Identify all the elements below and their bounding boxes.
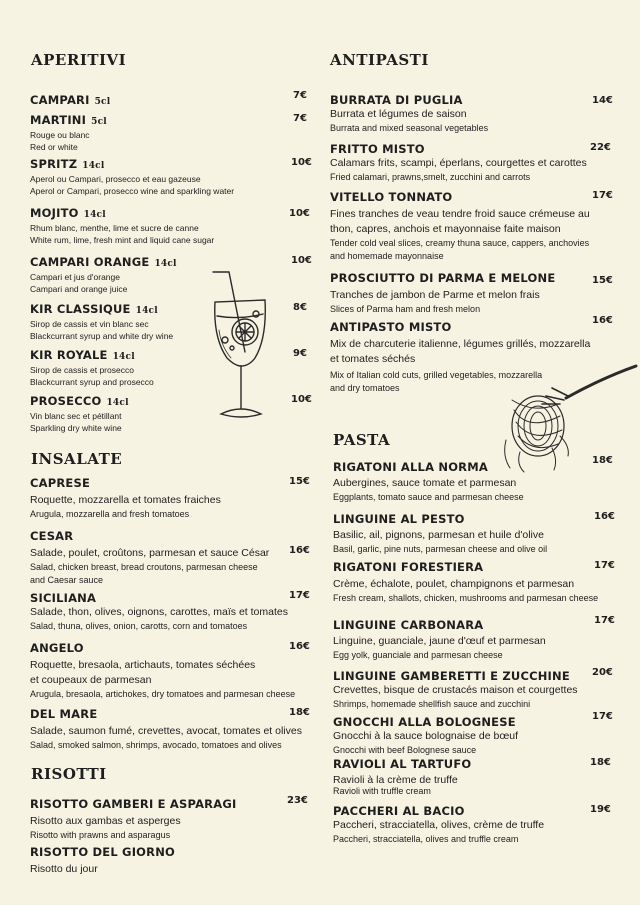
price-del-mare: 18€ — [289, 707, 310, 718]
item-description-fr: Aperol ou Campari, prosecco et eau gazeuse — [30, 174, 201, 184]
price-kir-royale: 9€ — [293, 348, 307, 359]
item-description-fr: Vin blanc sec et pétillant — [30, 411, 122, 421]
item-description-en: Burrata and mixed seasonal vegetables — [330, 123, 489, 133]
item-description-en: and Caesar sauce — [30, 575, 104, 585]
item-description-fr: Campari et jus d'orange — [30, 272, 120, 282]
price-vitello-tonnato: 17€ — [592, 190, 613, 201]
item-volume: 5cl — [94, 97, 111, 107]
item-name: KIR CLASSIQUE — [30, 302, 131, 316]
item-name: ANGELO — [30, 641, 84, 655]
price-siciliana: 17€ — [289, 590, 310, 601]
item-name: SICILIANA — [30, 591, 97, 605]
price-linguine-carbonara: 17€ — [594, 615, 615, 626]
price-paccheri-bacio: 19€ — [590, 804, 611, 815]
item-description-en: Tender cold veal slices, creamy thuna sauce, cappers, anchovies — [330, 238, 590, 248]
menu-item-risotto-giorno — [30, 845, 175, 877]
menu-item-kir-classique — [30, 302, 173, 342]
price-antipasto-misto: 16€ — [592, 315, 613, 326]
item-name: VITELLO TONNATO — [330, 190, 453, 204]
item-description-fr: thon, capres, anchois et mayonnaise faite maison — [330, 223, 561, 235]
price-mojito: 10€ — [289, 208, 310, 219]
price-rigatoni-norma: 18€ — [592, 455, 613, 466]
item-description-fr: Basilic, ail, pignons, parmesan et huile d'olive — [333, 529, 544, 541]
item-name: GNOCCHI ALLA BOLOGNESE — [333, 715, 516, 729]
item-name: CESAR — [30, 529, 74, 543]
item-description-en: Shrimps, homemade shellfish sauce and zucchini — [333, 699, 531, 709]
item-description-en: Salad, chicken breast, bread croutons, parmesan cheese — [30, 562, 258, 572]
menu-item-linguine-pesto — [333, 512, 547, 556]
price-spritz: 10€ — [291, 157, 312, 168]
item-name: PROSCIUTTO DI PARMA E MELONE — [330, 271, 556, 285]
price-rigatoni-forestiera: 17€ — [594, 560, 615, 571]
item-description-fr: Tranches de jambon de Parme et melon frais — [330, 289, 540, 301]
menu-item-rigatoni-norma — [333, 460, 524, 504]
item-volume: 14cl — [83, 210, 106, 220]
menu-item-siciliana — [30, 591, 288, 633]
menu-item-campari-orange — [30, 255, 177, 295]
item-name: SPRITZ — [30, 157, 78, 171]
item-description-fr: Risotto du jour — [30, 863, 98, 875]
item-description-en: Salad, thuna, olives, onion, carotts, corn and tomatoes — [30, 621, 248, 631]
menu-item-vitello-tonnato — [330, 190, 590, 263]
item-description-fr: Crème, échalote, poulet, champignons et parmesan — [333, 578, 575, 590]
item-description-en: Paccheri, stracciatella, olives and truffle cream — [333, 834, 519, 844]
price-cesar: 16€ — [289, 545, 310, 556]
price-angelo: 16€ — [289, 641, 310, 652]
item-description-fr: et coupeaux de parmesan — [30, 674, 152, 686]
item-description-en: Basil, garlic, pine nuts, parmesan cheese and olive oil — [333, 544, 548, 554]
cocktail-glass-illustration — [205, 268, 275, 426]
item-description-en: Slices of Parma ham and fresh melon — [330, 304, 481, 314]
section-title-antipasti: ANTIPASTI — [330, 51, 429, 69]
menu-item-prosecco — [30, 394, 129, 434]
item-description-en: Fried calamari, prawns,smelt, zucchini and carrots — [330, 172, 531, 182]
price-caprese: 15€ — [289, 476, 310, 487]
section-title-aperitivi: APERITIVI — [31, 51, 127, 69]
item-description-en: Blackcurrant syrup and white dry wine — [30, 331, 174, 341]
item-volume: 14cl — [106, 398, 129, 408]
item-name: LINGUINE CARBONARA — [333, 618, 484, 632]
menu-item-del-mare — [30, 707, 302, 752]
item-description-en: Ravioli with truffle cream — [333, 786, 431, 796]
item-name: RAVIOLI AL TARTUFO — [333, 757, 472, 771]
menu-item-burrata — [330, 93, 488, 135]
menu-item-fritto-misto — [330, 142, 587, 184]
item-description-en: Mix of Italian cold cuts, grilled vegetables, mozzarella — [330, 370, 543, 380]
item-description-fr: Calamars frits, scampi, éperlans, courgettes et carottes — [330, 157, 587, 169]
item-name: LINGUINE GAMBERETTI E ZUCCHINE — [333, 669, 570, 683]
item-description-fr: Rhum blanc, menthe, lime et sucre de canne — [30, 223, 199, 233]
menu-item-spritz — [30, 157, 234, 197]
item-volume: 14cl — [82, 161, 105, 171]
item-name: BURRATA DI PUGLIA — [330, 93, 463, 107]
menu-item-ravioli-tartufo — [333, 757, 471, 798]
price-risotto-gamberi: 23€ — [287, 795, 308, 806]
item-name: CAMPARI ORANGE — [30, 255, 150, 269]
section-title-risotti: RISOTTI — [31, 765, 107, 783]
menu-item-cesar — [30, 529, 269, 587]
price-ravioli-tartufo: 18€ — [590, 757, 611, 768]
menu-item-angelo — [30, 641, 295, 701]
item-name: RISOTTO GAMBERI E ASPARAGI — [30, 797, 237, 811]
item-description-en: Egg yolk, guanciale and parmesan cheese — [333, 650, 503, 660]
menu-item-linguine-carbonara — [333, 618, 546, 662]
item-description-en: Aperol or Campari, prosecco wine and sparkling water — [30, 186, 235, 196]
item-name: RISOTTO DEL GIORNO — [30, 845, 176, 859]
item-name: ANTIPASTO MISTO — [330, 320, 452, 334]
item-description-en: Gnocchi with beef Bolognese sauce — [333, 745, 477, 755]
price-linguine-gamberetti: 20€ — [592, 667, 613, 678]
item-name: KIR ROYALE — [30, 348, 108, 362]
menu-item-prosciutto — [330, 271, 555, 316]
item-description-en: Blackcurrant syrup and prosecco — [30, 377, 154, 387]
section-title-pasta: PASTA — [333, 431, 391, 449]
item-description-en: White rum, lime, fresh mint and liquid cane sugar — [30, 235, 215, 245]
item-description-fr: Salade, poulet, croûtons, parmesan et sauce César — [30, 547, 270, 559]
item-name: FRITTO MISTO — [330, 142, 425, 156]
item-name: MARTINI — [30, 113, 87, 127]
item-description-fr: Salade, saumon fumé, crevettes, avocat, tomates et olives — [30, 725, 302, 737]
menu-item-linguine-gamberetti — [333, 669, 578, 711]
item-name: MOJITO — [30, 206, 79, 220]
price-burrata: 14€ — [592, 95, 613, 106]
menu-item-rigatoni-forestiera — [333, 560, 598, 605]
menu-item-caprese — [30, 476, 221, 521]
price-martini: 7€ — [293, 113, 307, 124]
menu-item-paccheri-bacio — [333, 804, 544, 846]
item-description-en: Eggplants, tomato sauce and parmesan cheese — [333, 492, 524, 502]
item-description-fr: Roquette, mozzarella et tomates fraiches — [30, 494, 221, 506]
item-description-en: Fresh cream, shallots, chicken, mushrooms and parmesan cheese — [333, 593, 599, 603]
item-description-en: Campari and orange juice — [30, 284, 128, 294]
item-volume: 14cl — [135, 306, 158, 316]
item-name: RIGATONI FORESTIERA — [333, 560, 484, 574]
item-description-fr: Risotto aux gambas et asperges — [30, 815, 181, 827]
item-description-fr: Linguine, guanciale, jaune d'œuf et parmesan — [333, 635, 546, 647]
pasta-fork-illustration — [498, 360, 640, 475]
menu-item-risotto-gamberi — [30, 797, 236, 842]
price-campari: 7€ — [293, 90, 307, 101]
price-kir-classique: 8€ — [293, 302, 307, 313]
menu-item-campari — [30, 93, 110, 107]
item-name: PACCHERI AL BACIO — [333, 804, 465, 818]
item-description-fr: Mix de charcuterie italienne, légumes grillés, mozzarella — [330, 338, 591, 350]
item-description-en: Arugula, mozzarella and fresh tomatoes — [30, 509, 190, 519]
price-campari-orange: 10€ — [291, 255, 312, 266]
section-title-insalate: INSALATE — [31, 450, 123, 468]
item-name: PROSECCO — [30, 394, 102, 408]
item-description-en: Arugula, bresaola, artichokes, dry tomatoes and parmesan cheese — [30, 689, 296, 699]
item-description-en: Salad, smoked salmon, shrimps, avocado, tomatoes and olives — [30, 740, 282, 750]
item-description-fr: Fines tranches de veau tendre froid sauce crémeuse au — [330, 208, 590, 220]
item-description-en: Sparkling dry white wine — [30, 423, 122, 433]
item-description-en: and dry tomatoes — [330, 383, 400, 393]
item-description-fr: Burrata et légumes de saison — [330, 108, 467, 120]
item-volume: 14cl — [154, 259, 177, 269]
item-description-en: and homemade mayonnaise — [330, 251, 444, 261]
item-description-fr: Crevettes, bisque de crustacés maison et courgettes — [333, 684, 578, 696]
item-name: CAMPARI — [30, 93, 90, 107]
price-fritto-misto: 22€ — [590, 142, 611, 153]
menu-item-martini — [30, 113, 107, 153]
item-description-fr: Roquette, bresaola, artichauts, tomates séchées — [30, 659, 256, 671]
item-description-en: Red or white — [30, 142, 78, 152]
menu-item-kir-royale — [30, 348, 154, 388]
item-description-fr: Aubergines, sauce tomate et parmesan — [333, 477, 517, 489]
item-description-fr: Rouge ou blanc — [30, 130, 90, 140]
item-volume: 14cl — [112, 352, 135, 362]
menu-item-gnocchi-bolognese — [333, 715, 518, 757]
item-description-fr: Gnocchi à la sauce bolognaise de bœuf — [333, 730, 519, 742]
item-description-fr: Ravioli à la crème de truffe — [333, 774, 458, 786]
item-name: RIGATONI ALLA NORMA — [333, 460, 488, 474]
price-gnocchi-bolognese: 17€ — [592, 711, 613, 722]
item-name: LINGUINE AL PESTO — [333, 512, 465, 526]
item-description-fr: Salade, thon, olives, oignons, carottes, maïs et tomates — [30, 606, 288, 618]
menu-item-mojito — [30, 206, 214, 246]
item-description-en: Risotto with prawns and asparagus — [30, 830, 171, 840]
item-description-fr: et tomates séchés — [330, 353, 416, 365]
item-volume: 5cl — [91, 117, 107, 127]
item-description-fr: Paccheri, stracciatella, olives, crème de truffe — [333, 819, 545, 831]
item-name: CAPRESE — [30, 476, 91, 490]
item-description-fr: Sirop de cassis et vin blanc sec — [30, 319, 149, 329]
price-prosecco: 10€ — [291, 394, 312, 405]
item-name: DEL MARE — [30, 707, 98, 721]
price-linguine-pesto: 16€ — [594, 511, 615, 522]
item-description-fr: Sirop de cassis et prosecco — [30, 365, 134, 375]
price-prosciutto: 15€ — [592, 275, 613, 286]
